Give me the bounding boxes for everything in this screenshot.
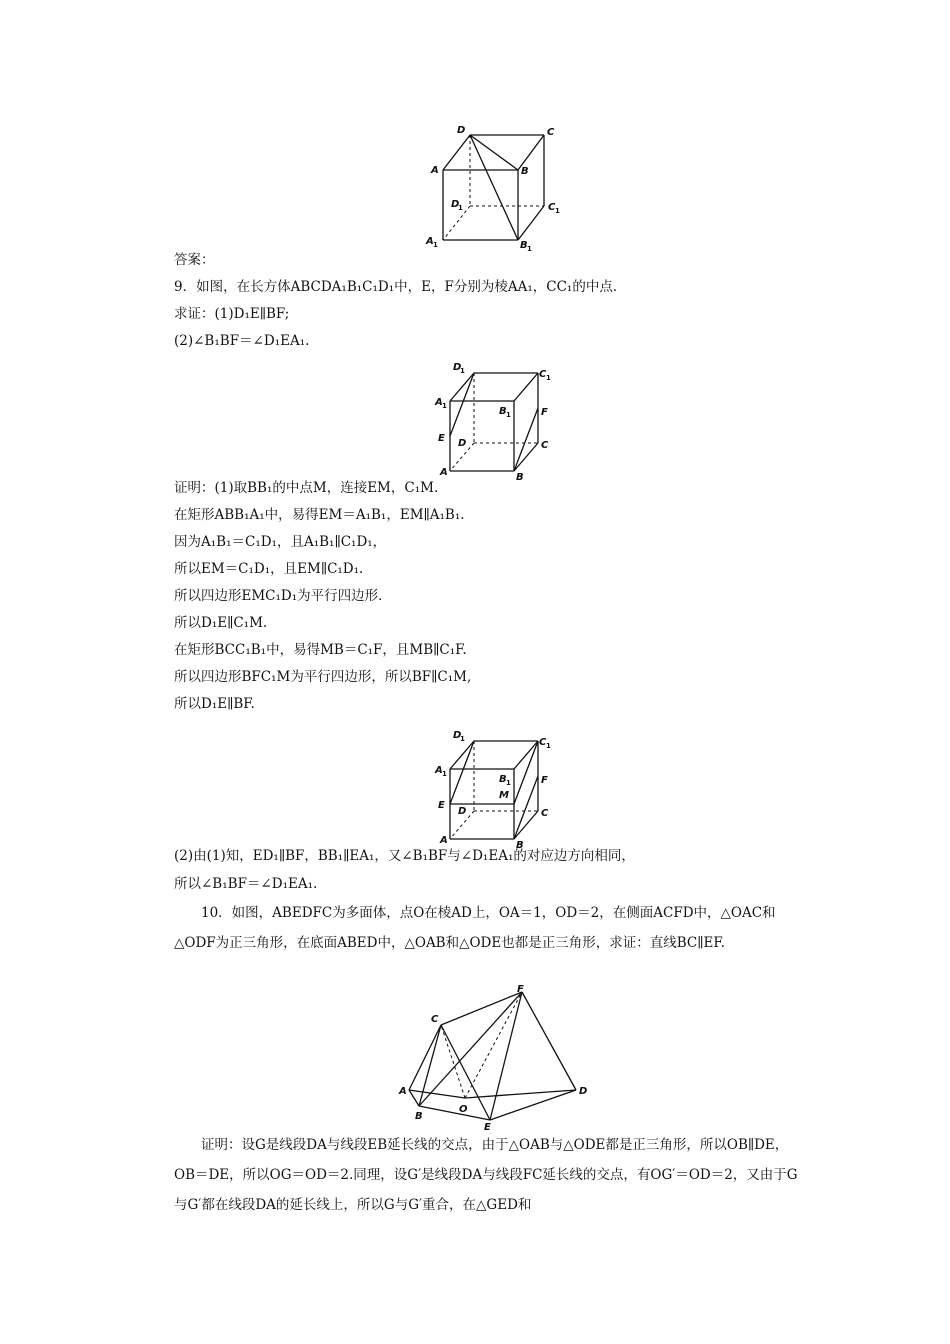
label-D1: D [453,362,462,373]
label-O: O [459,1104,468,1115]
svg-text:1: 1 [527,245,532,253]
label-C1: C [548,202,556,213]
proof-9-line-5: 所以四边形EMC₁D₁为平行四边形． [174,588,392,604]
proof-9-line-7: 在矩形BCC₁B₁中，易得MB＝C₁F，且MB∥C₁F. [174,642,467,658]
answer-label: 答案： [174,252,215,268]
label-A: A [399,1086,407,1097]
label-D: D [458,806,467,817]
label-E: E [438,800,445,811]
svg-text:1: 1 [506,411,511,419]
svg-text:1: 1 [546,742,551,750]
label-C: C [541,440,549,451]
proof-9-line-2: 在矩形ABB₁A₁中，易得EM＝A₁B₁，EM∥A₁B₁. [174,507,465,523]
label-D1: D [451,199,460,210]
problem-9-part-1: 求证：(1)D₁E∥BF; [174,306,290,322]
label-A1: A [426,236,434,247]
proof-9-part-2-line-2: 所以∠B₁BF＝∠D₁EA₁. [174,876,318,892]
label-B: B [516,840,524,851]
svg-text:1: 1 [442,770,447,778]
svg-text:1: 1 [460,367,465,375]
label-A: A [431,165,439,176]
proof-10: 证明：设G是线段DA与线段EB延长线的交点，由于△OAB与△ODE都是正三角形，所以OB∥DE，OB＝DE，所以OG＝OD＝2.同理，设G′是线段DA与线段FC延长线的交点，有OG′＝OD＝2，又由于G与G′都在线段DA的延长线上，所以G与G′重合，在△GED和 [174,1137,798,1213]
problem-9-statement: 9．如图，在长方体ABCDA₁B₁C₁D₁中，E，F分别为棱AA₁，CC₁的中点． [174,279,627,295]
label-C1: C [539,369,547,380]
svg-text:1: 1 [442,402,447,410]
proof-9-line-3: 因为A₁B₁＝C₁D₁，且A₁B₁∥C₁D₁， [174,534,387,550]
cuboid-figure-3 [430,726,560,851]
svg-text:1: 1 [506,779,511,787]
label-B: B [415,1111,423,1122]
label-A1: A [435,765,443,776]
label-C: C [431,1014,439,1025]
label-E: E [484,1122,491,1133]
label-D: D [579,1086,588,1097]
cuboid-figure-2 [430,358,560,483]
problem-10-statement: 10．如图，ABEDFC为多面体，点O在棱AD上，OA＝1，OD＝2，在侧面ACFD中，△OAC和△ODF为正三角形，在底面ABED中，△OAB和△ODE也都是正三角形，求证：直线BC∥EF. [174,905,776,951]
problem-9-part-2: (2)∠B₁BF＝∠D₁EA₁. [174,333,310,349]
cube-figure-1 [420,118,570,253]
label-B1: B [520,240,528,251]
proof-9-line-1: 证明：(1)取BB₁的中点M，连接EM，C₁M. [174,480,439,496]
label-D: D [458,438,467,449]
svg-text:1: 1 [460,735,465,743]
proof-9-line-4: 所以EM＝C₁D₁，且EM∥C₁D₁. [174,561,364,577]
label-E: E [438,433,445,444]
proof-9-line-9: 所以D₁E∥BF. [174,696,255,712]
label-F: F [541,407,548,418]
label-B1: B [499,406,507,417]
label-C1: C [539,737,547,748]
label-F: F [541,775,548,786]
label-F: F [517,984,524,995]
proof-9-line-6: 所以D₁E∥C₁M. [174,615,268,631]
label-M: M [499,790,509,801]
label-A: A [440,467,448,478]
svg-text:1: 1 [546,374,551,382]
label-C: C [541,808,549,819]
label-D: D [457,125,466,136]
label-D1: D [453,730,462,741]
label-B: B [521,166,529,177]
svg-text:1: 1 [555,207,560,215]
proof-9-part-2-line-1: (2)由(1)知，ED₁∥BF，BB₁∥EA₁，又∠B₁BF与∠D₁EA₁的对应边方向相同， [174,848,635,864]
label-A: A [440,835,448,846]
label-C: C [547,127,555,138]
svg-text:1: 1 [458,204,463,212]
label-B: B [516,472,524,483]
polyhedron-figure [395,982,595,1132]
proof-9-line-8: 所以四边形BFC₁M为平行四边形，所以BF∥C₁M, [174,669,472,685]
label-B1: B [499,774,507,785]
label-A1: A [435,397,443,408]
svg-text:1: 1 [433,241,438,249]
